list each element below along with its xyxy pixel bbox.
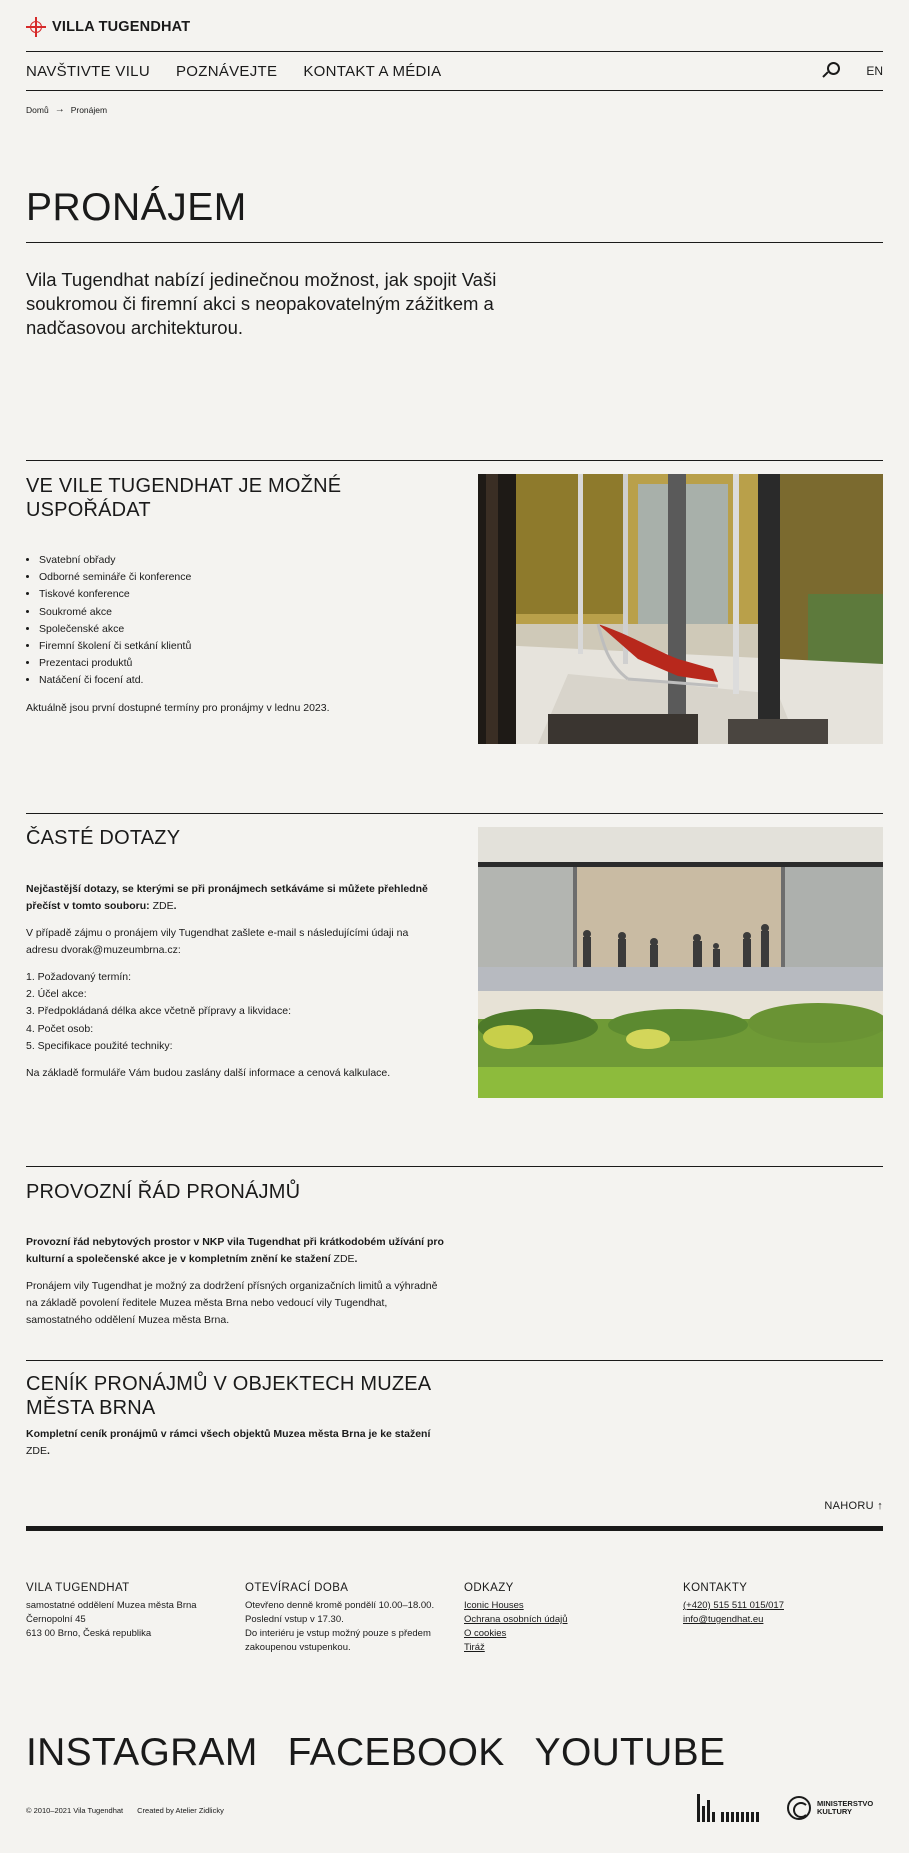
footer-heading: VILA TUGENDHAT bbox=[26, 1582, 130, 1594]
footer-link[interactable]: Iconic Houses bbox=[464, 1600, 524, 1611]
social-links bbox=[26, 1731, 725, 1775]
section-faq-title: ČASTÉ DOTAZY bbox=[26, 827, 181, 849]
instagram-link[interactable]: INSTAGRAM bbox=[26, 1731, 258, 1774]
museum-brno-icon bbox=[697, 1794, 717, 1822]
footer-line: 613 00 Brno, Česká republika bbox=[26, 1628, 152, 1639]
rules-text-2: Pronájem vily Tugendhat je možný za dodržení přísných organizačních limitů a výhradně na základě povolení ředitele Muzea města Brna nebo vedoucí vily Tugendhat, samostatného oddělení Muzea města Brna. bbox=[26, 1280, 438, 1326]
footer-link[interactable]: Tiráž bbox=[464, 1642, 485, 1653]
footer-col-hours bbox=[245, 1581, 445, 1655]
credits-link[interactable]: Created by Atelier Zidlicky bbox=[137, 1806, 224, 1815]
list-item: • Soukromé akce bbox=[39, 604, 436, 621]
events-note: Aktuálně jsou první dostupné termíny pro pronájmy v lednu 2023. bbox=[26, 701, 330, 714]
footer-col-links bbox=[464, 1581, 674, 1655]
footer-line: Poslední vstup v 17.30. bbox=[245, 1614, 344, 1625]
ministry-icon bbox=[787, 1796, 811, 1820]
email-link[interactable]: dvorak@muzeumbrna.cz bbox=[61, 944, 178, 956]
ministry-logo[interactable] bbox=[787, 1796, 873, 1820]
back-to-top-link[interactable]: NAHORU ↑ bbox=[824, 1500, 883, 1512]
section-pricing-title: CENÍK PRONÁJMŮ V OBJEKTECH MUZEA MĚSTA BRNA bbox=[26, 1373, 431, 1419]
list-item: • Odborné semináře či konference bbox=[39, 569, 436, 586]
copyright: © 2010–2021 Vila Tugendhat bbox=[26, 1806, 124, 1815]
footer-line: Otevřeno denně kromě pondělí 10.00–18.00. bbox=[245, 1600, 435, 1611]
list-item: 4. Počet osob: bbox=[26, 1022, 94, 1035]
page-title: PRONÁJEM bbox=[26, 186, 247, 229]
list-item: • Společenské akce bbox=[39, 621, 436, 638]
footer-line: Černopolní 45 bbox=[26, 1614, 86, 1625]
cross-logo-icon bbox=[26, 17, 46, 37]
footer-link[interactable]: Ochrana osobních údajů bbox=[464, 1614, 568, 1625]
ministry-name: MINISTERSTVO KULTURY bbox=[817, 1799, 874, 1816]
breadcrumb-current: Pronájem bbox=[70, 104, 108, 115]
nav-contact[interactable]: KONTAKT A MÉDIA bbox=[303, 62, 442, 80]
footer-link[interactable]: O cookies bbox=[464, 1628, 507, 1639]
footer-line: samostatné oddělení Muzea města Brna bbox=[26, 1600, 197, 1611]
phone-link[interactable]: (+420) 515 511 015/017 bbox=[683, 1600, 784, 1611]
divider bbox=[26, 242, 883, 243]
breadcrumb-home[interactable]: Domů bbox=[26, 104, 49, 115]
footer-col-address bbox=[26, 1581, 236, 1641]
list-item: 5. Specifikace použité techniky: bbox=[26, 1039, 173, 1052]
list-item: • Svatební obřady bbox=[39, 552, 436, 569]
site-logo[interactable] bbox=[26, 16, 190, 38]
list-item: • Natáčení či focení atd. bbox=[39, 672, 436, 689]
breadcrumb bbox=[26, 104, 107, 115]
divider bbox=[26, 813, 883, 814]
faq-outro: Na základě formuláře Vám budou zaslány další informace a cenová kalkulace. bbox=[26, 1067, 391, 1080]
footer-divider bbox=[26, 1526, 883, 1531]
section-pricing-body: Kompletní ceník pronájmů v rámci všech objektů Muzea města Brna je ke stažení ZDE. bbox=[26, 1428, 431, 1457]
search-icon[interactable] bbox=[822, 62, 840, 80]
list-item: • Prezentaci produktů bbox=[39, 655, 436, 672]
faq-download-link[interactable]: ZDE bbox=[152, 900, 174, 912]
rules-text: Provozní řád nebytových prostor v NKP vila Tugendhat při krátkodobém užívání pro kulturní a společenské akce je v kompletním znění ke stažení bbox=[26, 1236, 444, 1265]
main-nav bbox=[26, 51, 883, 91]
faq-contact-text: V případě zájmu o pronájem vily Tugendhat zašlete e-mail s následujícími údaji na adresu bbox=[26, 927, 409, 956]
terrace-photo bbox=[478, 827, 883, 1098]
faq-intro: Nejčastější dotazy, se kterými se při pronájmech setkáváme si můžete přehledně přečíst v tomto souboru: bbox=[26, 883, 428, 912]
email-link[interactable]: info@tugendhat.eu bbox=[683, 1614, 764, 1625]
nav-discover[interactable]: POZNÁVEJTE bbox=[175, 62, 278, 80]
unesco-logo[interactable] bbox=[697, 1794, 765, 1822]
faq-requirements-list bbox=[26, 969, 436, 1055]
copyright-bar bbox=[26, 1806, 224, 1815]
divider bbox=[26, 1166, 883, 1167]
divider bbox=[26, 1360, 883, 1361]
divider bbox=[26, 460, 883, 461]
section-rules-body: Provozní řád nebytových prostor v NKP vila Tugendhat při krátkodobém užívání pro kulturní a společenské akce je v kompletním znění ke stažení ZDE. Pronájem vily Tugendhat je možný za dodržení přísných organizačních limitů a výhradně na základě povolení ředitele Muzea města Brna nebo vedoucí vily Tugendhat, samostatného oddělení Muzea města Brna. bbox=[26, 1234, 446, 1339]
footer-heading: KONTAKTY bbox=[683, 1582, 748, 1594]
language-switch[interactable]: EN bbox=[866, 64, 883, 78]
partner-logos bbox=[697, 1794, 873, 1822]
youtube-link[interactable]: YOUTUBE bbox=[534, 1731, 726, 1774]
list-item: • Tiskové konference bbox=[39, 586, 436, 603]
section-events-title: VE VILE TUGENDHAT JE MOŽNÉ USPOŘÁDAT bbox=[26, 475, 342, 521]
facebook-link[interactable]: FACEBOOK bbox=[287, 1731, 505, 1774]
page-lead: Vila Tugendhat nabízí jedinečnou možnost, jak spojit Vaši soukromou či firemní akci s neopakovatelným zážitkem a nadčasovou architekturou. bbox=[26, 269, 497, 338]
section-events-body bbox=[26, 552, 436, 727]
logo-text: VILLA TUGENDHAT bbox=[52, 19, 191, 35]
events-list bbox=[26, 552, 436, 690]
footer-line: Do interiéru je vstup možný pouze s předem zakoupenou vstupenkou. bbox=[245, 1628, 431, 1653]
section-faq-body: Nejčastější dotazy, se kterými se při pronájmech setkáváme si můžete přehledně přečíst v tomto souboru: ZDE. V případě zájmu o pronájem vily Tugendhat zašlete e-mail s následujícími údaji na adresu dvorak@muzeumbrna.cz: 1. Požadovaný termín: 2. Účel akce: 3. Předpokládaná délka akce včetně přípravy a likvidace: 4. Počet osob: 5. Specifikace použité techniky: Na základě formuláře Vám budou zaslány další informace a cenová kalkulace. bbox=[26, 881, 436, 1092]
list-item: 1. Požadovaný termín: bbox=[26, 971, 132, 983]
footer-heading: ODKAZY bbox=[464, 1582, 514, 1594]
interior-photo bbox=[478, 474, 883, 744]
arrow-right-icon: → bbox=[54, 104, 65, 115]
pricing-text: Kompletní ceník pronájmů v rámci všech objektů Muzea města Brna je ke stažení bbox=[26, 1428, 431, 1440]
list-item: • Firemní školení či setkání klientů bbox=[39, 638, 436, 655]
unesco-icon bbox=[721, 1794, 765, 1822]
section-rules-title: PROVOZNÍ ŘÁD PRONÁJMŮ bbox=[26, 1181, 301, 1203]
nav-visit[interactable]: NAVŠTIVTE VILU bbox=[26, 62, 150, 80]
list-item: 3. Předpokládaná délka akce včetně přípravy a likvidace: bbox=[26, 1005, 291, 1018]
footer-heading: OTEVÍRACÍ DOBA bbox=[245, 1582, 349, 1594]
footer-col-contacts bbox=[683, 1581, 893, 1627]
pricing-download-link[interactable]: ZDE bbox=[26, 1445, 47, 1457]
rules-download-link[interactable]: ZDE bbox=[333, 1253, 355, 1265]
list-item: 2. Účel akce: bbox=[26, 988, 87, 1001]
